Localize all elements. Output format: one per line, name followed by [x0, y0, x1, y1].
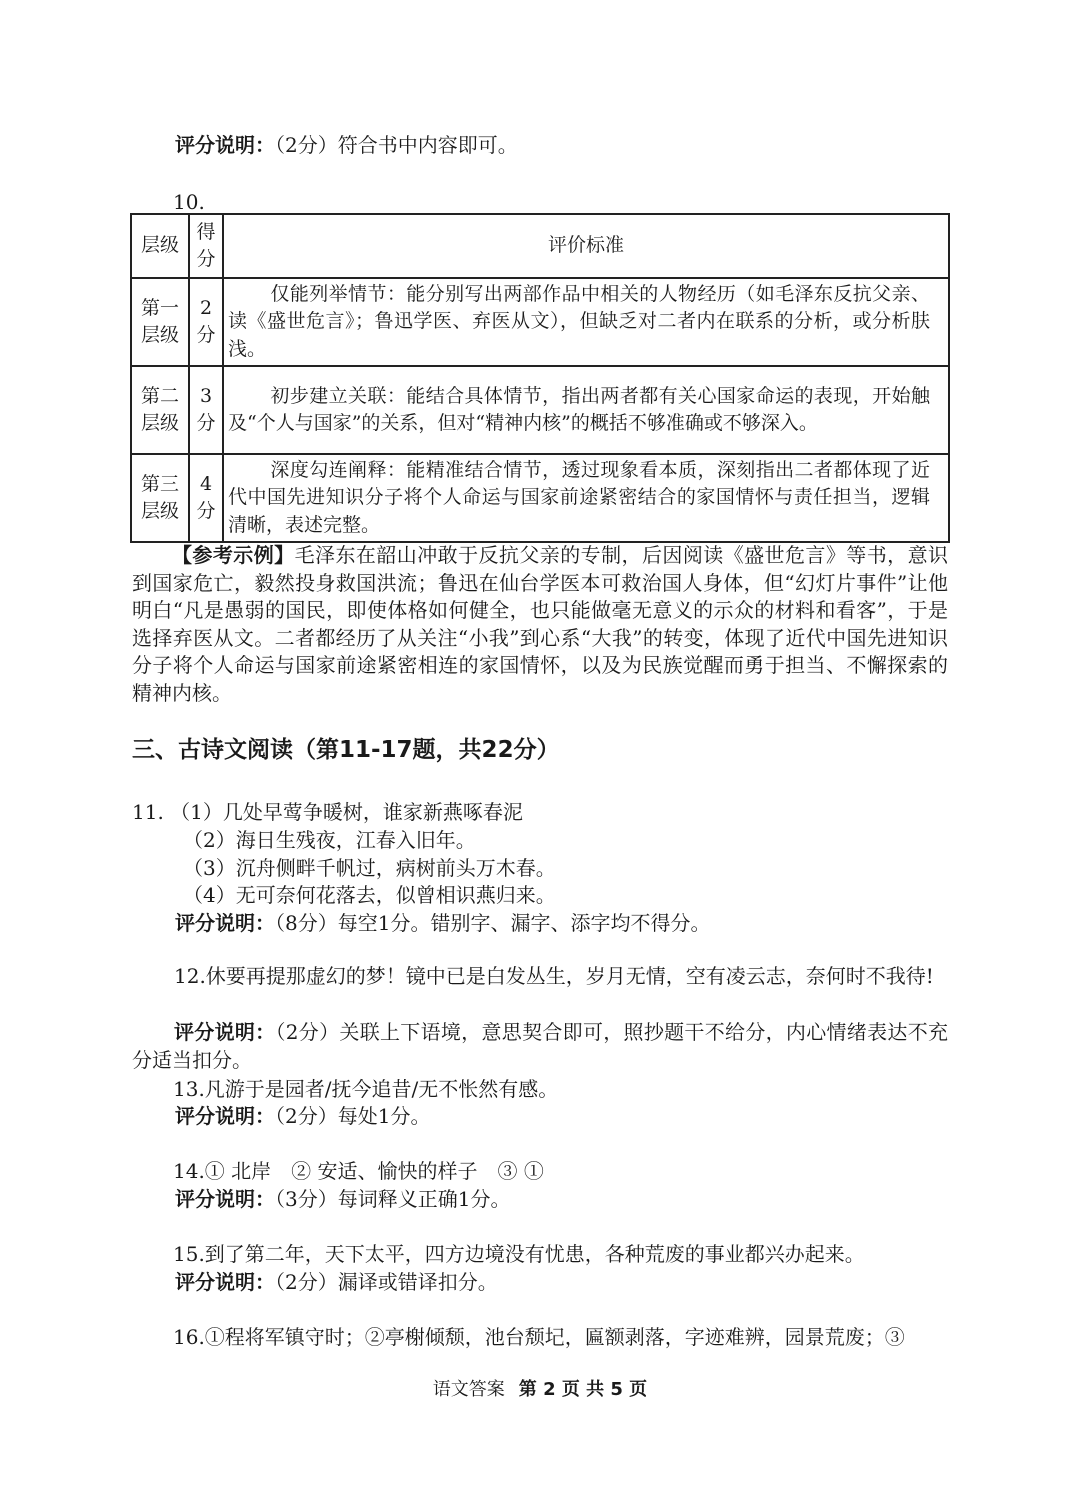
row-criteria: 仅能列举情节：能分别写出两部作品中相关的人物经历（如毛泽东反抗父亲、读《盛世危言》；鲁迅学医、弃医从文），但缺乏对二者内在联系的分析，或分析肤浅。: [223, 278, 949, 366]
scoring-text: （2分）符合书中内容即可。: [275, 133, 518, 157]
row-score: 3分: [189, 366, 223, 454]
row-level: 第二层级: [131, 366, 189, 454]
reference-example: [132, 542, 948, 707]
header-level: 层级: [131, 214, 189, 278]
row-score: 2分: [189, 278, 223, 366]
question-16-text: 16.①程将军镇守时；②亭榭倾颓，池台颓圮，匾额剥落，字迹难辨，园景荒废；③: [173, 1325, 905, 1349]
question-14-text: 14.① 北岸 ② 安适、愉快的样子 ③ ①: [173, 1159, 544, 1183]
header-criteria: 评价标准: [223, 214, 949, 278]
question-10-number: 10.: [173, 190, 205, 214]
question-11-line-1: [132, 798, 523, 826]
row-score: 4分: [189, 454, 223, 542]
example-text: 毛泽东在韶山冲敢于反抗父亲的专制，后因阅读《盛世危言》等书，意识到国家危亡，毅然投身救国洪流；鲁迅在仙台学医本可救治国人身体，但“幻灯片事件”让他明白“凡是愚弱的国民，即使体格如何健全，也只能做毫无意义的示众的材料和看客”，于是选择弃医从文。二者都经历了从关注“小我”到心系“大我”的转变，体现了近代中国先进知识分子将个人命运与国家前途紧密相连的家国情怀，以及为民族觉醒而勇于担当、不懈探索的精神内核。: [132, 543, 949, 705]
section-title: 三、古诗文阅读（第11-17题，共22分）: [132, 737, 560, 763]
rubric-row: [131, 454, 949, 542]
scoring-text: （2分）漏译或错译扣分。: [275, 1270, 498, 1294]
row-criteria: 深度勾连阐释：能精准结合情节，透过现象看本质，深刻指出二者都体现了近代中国先进知识分子将个人命运与国家前途紧密结合的家国情怀与责任担当，逻辑清晰，表述完整。: [223, 454, 949, 542]
header-score: 得分: [189, 214, 223, 278]
q11-item: （2）海日生残夜，江春入旧年。: [183, 828, 476, 852]
scoring-label: 评分说明：: [175, 911, 275, 935]
scoring-label: 评分说明：: [175, 1270, 275, 1294]
scoring-label: 评分说明：: [175, 133, 275, 157]
q12-scoring-note: [132, 1019, 948, 1074]
scoring-text: （3分）每词释义正确1分。: [275, 1187, 511, 1211]
rubric-row: [131, 366, 949, 454]
page-number: 第 2 页 共 5 页: [518, 1379, 648, 1400]
footer-title: 语文答案: [432, 1379, 505, 1400]
row-criteria: 初步建立关联：能结合具体情节，指出两者都有关心国家命运的表现，开始触及“个人与国家”的关系，但对“精神内核”的概括不够准确或不够深入。: [223, 366, 949, 454]
q11-item: （4）无可奈何花落去，似曾相识燕归来。: [183, 883, 556, 907]
rubric-table: [130, 213, 950, 543]
example-label: 【参考示例】: [172, 543, 295, 567]
scoring-text: （2分）每处1分。: [275, 1104, 431, 1128]
q13-scoring-note: [175, 1102, 430, 1130]
scoring-text: （2分）关联上下语境，意思契合即可，照抄题干不给分，内心情绪表达不充分适当扣分。: [132, 1020, 948, 1072]
q11-item: （1）几处早莺争暖树，谁家新燕啄春泥: [170, 800, 523, 824]
scoring-text: （8分）每空1分。错别字、漏字、添字均不得分。: [275, 911, 711, 935]
q11-scoring-note: [175, 909, 710, 937]
scoring-label: 评分说明：: [174, 1020, 276, 1044]
row-level: 第三层级: [131, 454, 189, 542]
row-level: 第一层级: [131, 278, 189, 366]
question-13-text: 13.凡游于是园者/抚今追昔/无不怅然有感。: [173, 1077, 559, 1101]
question-11-number: 11.: [132, 800, 164, 824]
q11-item: （3）沉舟侧畔千帆过，病树前头万木春。: [183, 856, 556, 880]
q15-scoring-note: [175, 1268, 498, 1296]
rubric-row: [131, 278, 949, 366]
page-footer: [0, 1377, 1080, 1403]
q14-scoring-note: [175, 1185, 510, 1213]
question-12-text: 12.休要再提那虚幻的梦！镜中已是白发丛生，岁月无情，空有凌云志，奈何时不我待!: [174, 964, 934, 988]
rubric-header-row: [131, 214, 949, 278]
question-15-text: 15.到了第二年，天下太平，四方边境没有忧患，各种荒废的事业都兴办起来。: [173, 1242, 865, 1266]
scoring-label: 评分说明：: [175, 1187, 275, 1211]
top-scoring-note: [175, 131, 518, 159]
scoring-label: 评分说明：: [175, 1104, 275, 1128]
